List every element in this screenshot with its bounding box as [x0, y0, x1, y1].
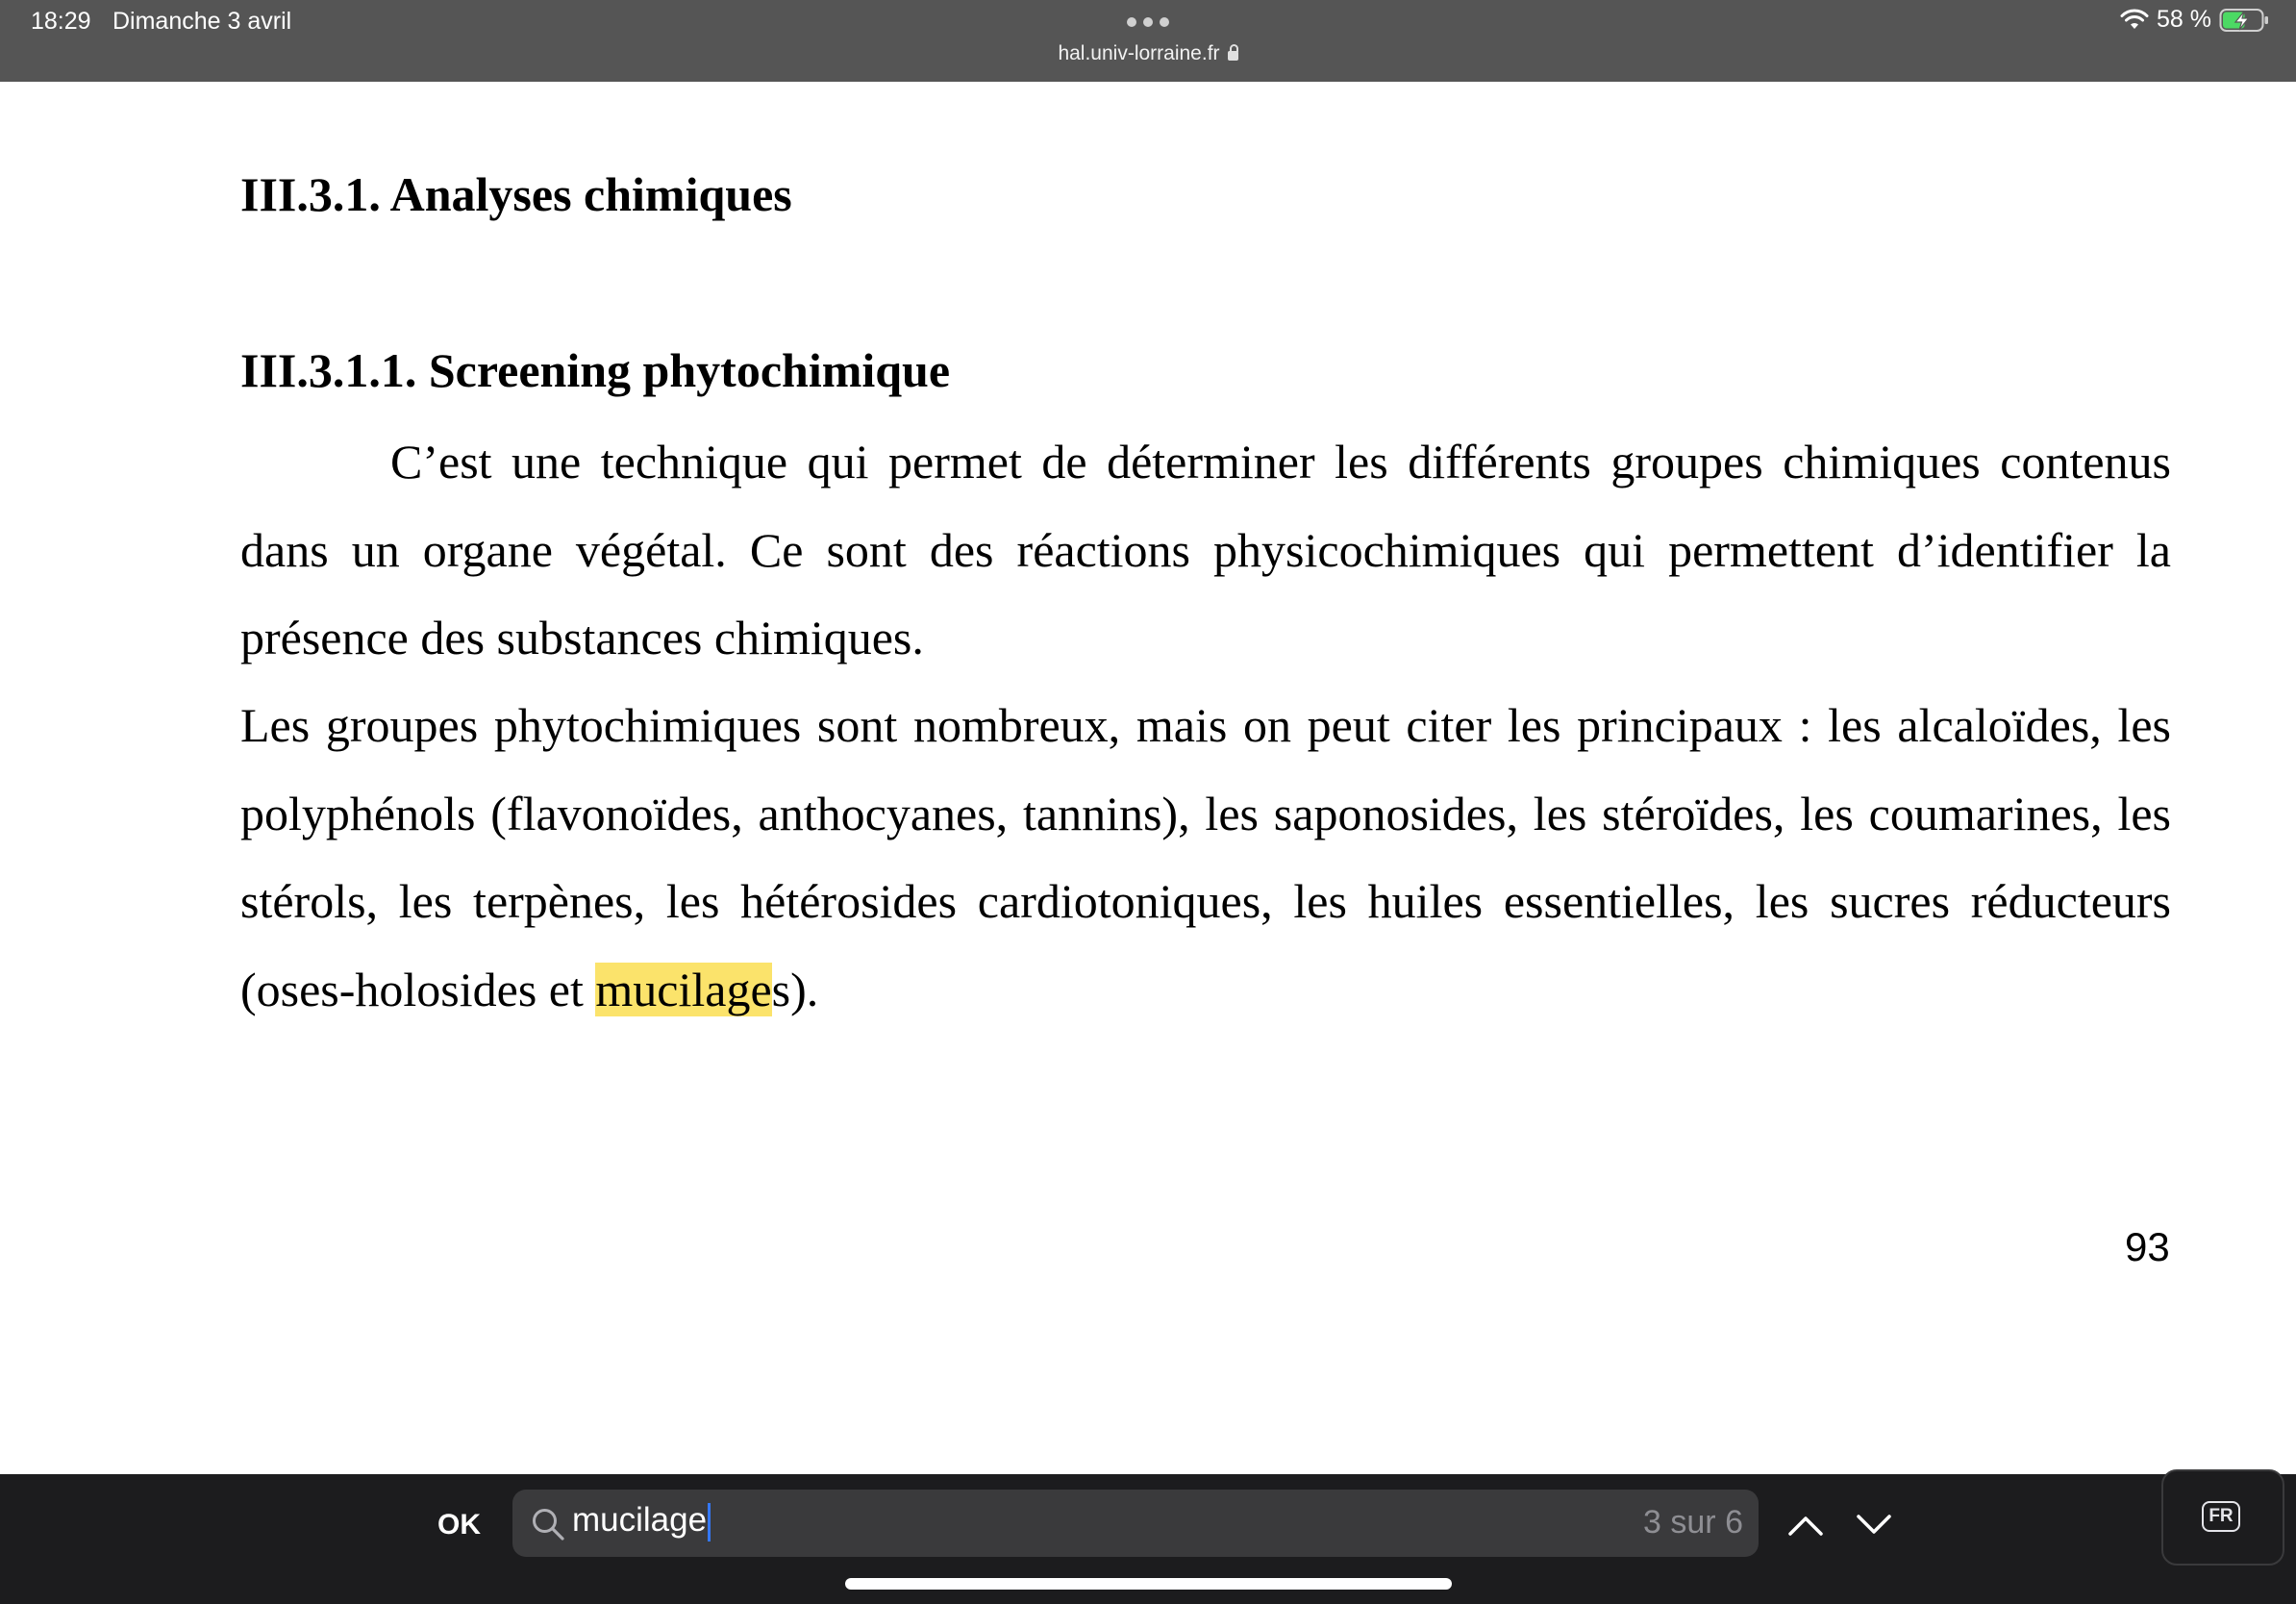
status-time: 18:29	[31, 8, 91, 35]
language-badge: FR	[2202, 1501, 2240, 1532]
chevron-up-icon[interactable]	[1784, 1505, 1827, 1543]
status-date: Dimanche 3 avril	[112, 8, 292, 35]
section-heading: III.3.1. Analyses chimiques	[240, 167, 792, 221]
ok-button[interactable]: OK	[437, 1509, 481, 1541]
find-bar	[0, 1474, 2296, 1604]
battery-percent: 58 %	[2157, 6, 2211, 33]
subsection-heading: III.3.1.1. Screening phytochimique	[240, 343, 951, 397]
search-highlight: mucilage	[595, 962, 772, 1016]
url-text: hal.univ-lorraine.fr	[1058, 42, 1220, 64]
chevron-down-icon[interactable]	[1853, 1505, 1895, 1543]
search-field[interactable]	[512, 1490, 1759, 1557]
home-indicator[interactable]	[845, 1578, 1452, 1590]
status-indicators	[2120, 6, 2271, 34]
match-count: 3 sur 6	[1643, 1504, 1743, 1541]
status-bar	[0, 0, 2296, 82]
lock-icon	[1228, 51, 1238, 61]
document-page[interactable]	[0, 82, 2296, 1474]
search-input[interactable]	[572, 1501, 711, 1545]
more-dots-icon[interactable]	[1127, 17, 1169, 27]
search-icon	[530, 1506, 566, 1542]
text-caret	[708, 1503, 711, 1541]
address-bar[interactable]	[0, 42, 2296, 65]
paragraph-groups-text: Les groupes phytochimiques sont nombreux, mais on peut citer les principaux : les alcaloïdes, les polyphénols (flavonoïdes, anthocyanes, tannins), les saponosides, les stéroïdes, les coumarines, les stérols, les terpènes, les hétérosides cardiotoniques, les huiles essentielles, les sucres réducteurs (oses-holosides et	[240, 698, 2171, 1016]
battery-charging-icon	[2219, 8, 2271, 33]
paragraph-technique: C’est une technique qui permet de déterminer les différents groupes chimiques contenus dans un organe végétal. Ce sont des réactions physicochimiques qui permettent d’identifier la présence des substances chimiques.	[240, 435, 2171, 664]
page-number: 93	[2125, 1224, 2170, 1269]
language-button[interactable]	[2161, 1469, 2284, 1566]
search-query: mucilage	[572, 1501, 708, 1539]
wifi-icon	[2120, 9, 2149, 32]
paragraph-groups	[240, 682, 2171, 1034]
paragraph-groups-end: s).	[771, 962, 819, 1016]
